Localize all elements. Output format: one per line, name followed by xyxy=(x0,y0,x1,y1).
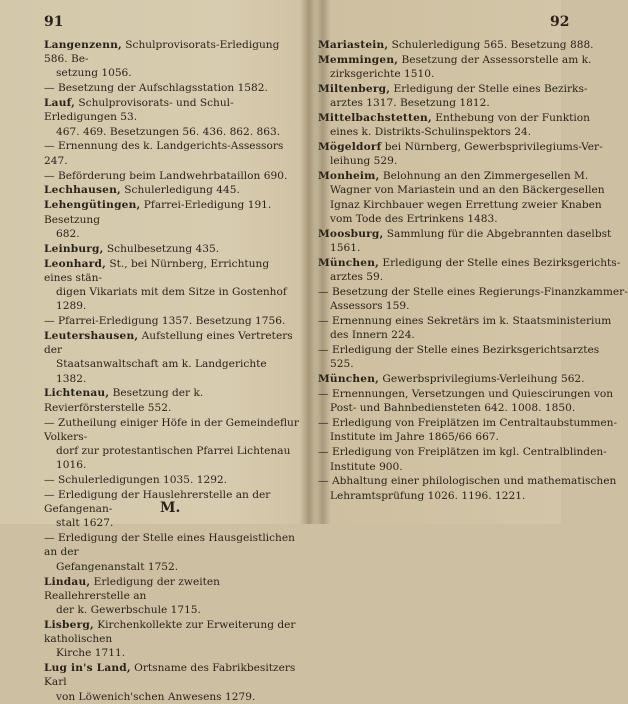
entry-text: Erledigung der Stelle eines Bezirksgerichts- xyxy=(379,256,621,269)
entry-text: von Löwenich'schen Anwesens 1279. xyxy=(56,690,256,703)
entry-line xyxy=(318,154,578,168)
entry-line xyxy=(318,328,578,342)
entry-headword: Lindau, xyxy=(44,575,91,588)
entry-text: Staatsanwaltschaft am k. Landgerichte 1382. xyxy=(56,358,267,385)
entry-headword: Mögeldorf xyxy=(318,141,382,154)
entry-line xyxy=(318,111,590,125)
left-page-column xyxy=(44,38,300,704)
index-entry xyxy=(44,81,300,95)
entry-text: vom Tode des Ertrinkens 1483. xyxy=(330,212,498,225)
entry-line xyxy=(318,256,621,270)
entry-text: — Pfarrei-Erledigung 1357. Besetzung 1756. xyxy=(44,315,286,328)
entry-text: dorf zur protestantischen Pfarrei Lichtenau 1016. xyxy=(56,444,291,472)
entry-line xyxy=(318,401,578,415)
index-entry xyxy=(318,343,600,371)
index-entry xyxy=(44,661,300,704)
entry-text: Institute im Jahre 1865/66 667. xyxy=(330,431,499,444)
entry-line xyxy=(318,343,600,357)
entry-line xyxy=(318,270,578,284)
entry-text: Enthebung von der Funktion xyxy=(431,112,590,125)
entry-text: Schulprovisorats- und Schul-Erledigungen 53. xyxy=(44,97,234,124)
index-entry xyxy=(318,169,605,226)
entry-headword: Memmingen, xyxy=(318,53,399,66)
entry-line xyxy=(44,242,300,256)
entry-text: Erledigung der zweiten Reallehrerstelle an xyxy=(44,575,220,602)
entry-line xyxy=(318,314,612,328)
index-entry xyxy=(44,257,300,314)
entry-line xyxy=(318,212,578,226)
entry-line xyxy=(44,603,300,617)
entry-line xyxy=(44,416,300,444)
entry-line xyxy=(44,227,300,241)
index-entry xyxy=(44,242,300,256)
index-entry xyxy=(318,140,603,168)
entry-line xyxy=(318,140,603,154)
entry-line xyxy=(318,416,618,430)
entry-line xyxy=(44,139,300,167)
entry-text: Belohnung an den Zimmergesellen M. xyxy=(379,170,589,183)
entry-line xyxy=(44,198,300,226)
entry-line xyxy=(318,169,589,183)
index-entry xyxy=(318,474,617,502)
entry-line xyxy=(44,314,300,328)
entry-line xyxy=(318,460,578,474)
entry-text: Institute 900. xyxy=(330,460,403,473)
entry-text: 525. xyxy=(330,358,354,371)
entry-line xyxy=(318,96,578,110)
entry-headword: Miltenberg, xyxy=(318,82,391,95)
entry-headword: Lug in's Land, xyxy=(44,662,131,675)
entry-line xyxy=(44,183,300,197)
entry-text: zirksgerichte 1510. xyxy=(330,68,435,81)
entry-line xyxy=(318,285,628,299)
entry-line xyxy=(318,241,578,255)
entry-headword: Moosburg, xyxy=(318,227,384,240)
entry-line xyxy=(44,531,300,559)
index-entry xyxy=(318,227,612,255)
entry-headword: München, xyxy=(318,256,380,269)
entry-text: Lehramtsprüfung 1026. 1196. 1221. xyxy=(330,489,526,502)
entry-text: Besetzung der Assessorstelle am k. xyxy=(398,53,592,66)
index-entry xyxy=(318,314,612,342)
index-entry xyxy=(44,314,300,328)
entry-headword: Monheim, xyxy=(318,170,380,183)
entry-text: Aufstellung eines Vertreters der xyxy=(44,329,293,357)
entry-text: — Besetzung der Stelle eines Regierungs-Finanzkammer- xyxy=(318,285,628,298)
entry-line xyxy=(44,690,300,704)
entry-text: digen Vikariats mit dem Sitze in Gostenhof 1289. xyxy=(56,285,287,313)
entry-text: Ignaz Kirchbauer wegen Errettung zweier Knaben xyxy=(330,198,602,211)
entry-text: — Abhaltung einer philologischen und mathematischen xyxy=(318,475,617,488)
entry-text: Sammlung für die Abgebrannten daselbst xyxy=(383,227,612,240)
entry-headword: Lehengütingen, xyxy=(44,199,141,212)
entry-text: bei Nürnberg, Gewerbsprivilegiums-Ver- xyxy=(381,141,603,154)
entry-line xyxy=(318,227,612,241)
entry-text: — Erledigung von Freiplätzen im Centraltaubstummen- xyxy=(318,417,618,430)
entry-text: — Ernennungen, Versetzungen und Quiescirungen von xyxy=(318,388,614,401)
right-page-column xyxy=(318,38,628,504)
entry-text: Assessors 159. xyxy=(330,300,410,313)
entry-line xyxy=(318,67,578,81)
left-page-number: 91 xyxy=(44,14,64,30)
entry-line xyxy=(318,474,617,488)
entry-line xyxy=(44,125,300,139)
index-entry xyxy=(44,38,300,81)
entry-line xyxy=(318,82,588,96)
entry-headword: Lichtenau, xyxy=(44,387,110,400)
index-entry xyxy=(44,575,300,618)
entry-text: Schulerledigung 445. xyxy=(120,184,240,197)
entry-text: arztes 1317. Besetzung 1812. xyxy=(330,97,490,110)
index-entry xyxy=(44,386,300,414)
entry-text: arztes 59. xyxy=(330,271,384,284)
entry-line xyxy=(318,299,578,313)
entry-line xyxy=(44,81,300,95)
entry-line xyxy=(44,257,300,285)
entry-text: — Schulerledigungen 1035. 1292. xyxy=(44,474,228,487)
index-entry xyxy=(44,618,300,661)
entry-line xyxy=(44,96,300,124)
entry-text: — Erledigung der Stelle eines Hausgeistlichen an der xyxy=(44,532,295,559)
entry-line xyxy=(318,357,578,371)
entry-line xyxy=(318,372,585,386)
entry-line xyxy=(318,198,602,212)
entry-line xyxy=(44,66,300,80)
entry-line xyxy=(318,183,605,197)
index-entry xyxy=(318,372,585,386)
entry-text: — Zutheilung einiger Höfe in der Gemeindeflur Volkers- xyxy=(44,416,299,443)
entry-text: Schulprovisorats-Erledigung 586. Be- xyxy=(44,39,280,66)
index-entry xyxy=(44,198,300,241)
entry-text: Besetzung der k. Revierförsterstelle 552. xyxy=(44,387,204,414)
index-entry xyxy=(318,111,590,139)
entry-line xyxy=(44,575,300,603)
entry-text: Ortsname des Fabrikbesitzers Karl xyxy=(44,662,296,689)
section-letter-heading: M. xyxy=(160,500,181,516)
index-entry xyxy=(44,169,300,183)
entry-line xyxy=(44,646,300,660)
entry-headword: Lechhausen, xyxy=(44,184,121,197)
entry-text: Pfarrei-Erledigung 191. Besetzung xyxy=(44,199,272,226)
entry-text: setzung 1056. xyxy=(56,67,132,80)
entry-text: eines k. Distrikts-Schulinspektors 24. xyxy=(330,126,532,139)
entry-line xyxy=(318,430,578,444)
entry-text: — Erledigung der Stelle eines Bezirksgerichtsarztes xyxy=(318,344,600,357)
entry-text: — Ernennung eines Sekretärs im k. Staatsministerium xyxy=(318,315,612,328)
entry-headword: Leonhard, xyxy=(44,257,107,270)
entry-text: leihung 529. xyxy=(330,155,398,168)
entry-text: 467. 469. Besetzungen 56. 436. 862. 863. xyxy=(56,125,281,138)
index-entry xyxy=(44,139,300,167)
entry-line xyxy=(44,560,300,574)
entry-text: Schulbesetzung 435. xyxy=(103,242,220,255)
entry-line xyxy=(44,329,300,357)
entry-line xyxy=(318,38,594,52)
entry-line xyxy=(318,445,607,459)
entry-line xyxy=(44,618,300,646)
entry-text: 682. xyxy=(56,227,80,240)
entry-line xyxy=(44,473,300,487)
entry-line xyxy=(44,386,300,414)
right-page-number: 92 xyxy=(550,14,570,30)
index-entry xyxy=(44,473,300,487)
entry-text: — Ernennung des k. Landgerichts-Assessors 247. xyxy=(44,140,284,167)
entry-text: 1561. xyxy=(330,241,361,254)
index-entry xyxy=(44,183,300,197)
index-entry xyxy=(318,53,592,81)
entry-text: Erledigung der Stelle eines Bezirks- xyxy=(390,82,588,95)
entry-line xyxy=(44,38,300,66)
entry-line xyxy=(318,387,614,401)
entry-text: — Erledigung der Hauslehrerstelle an der Gefangenan- xyxy=(44,488,271,516)
entry-text: Wagner von Mariastein und an den Bäckergesellen xyxy=(330,184,605,197)
index-entry xyxy=(318,285,628,313)
entry-line xyxy=(318,125,578,139)
entry-text: Gefangenanstalt 1752. xyxy=(56,560,179,573)
index-entry xyxy=(318,387,614,415)
index-entry xyxy=(318,82,588,110)
index-entry xyxy=(44,96,300,139)
index-entry xyxy=(44,416,300,473)
entry-line xyxy=(318,53,592,67)
entry-text: Kirche 1711. xyxy=(56,647,126,660)
entry-text: Schulerledigung 565. Besetzung 888. xyxy=(388,39,594,51)
index-entry xyxy=(44,329,300,386)
entry-line xyxy=(44,516,300,530)
entry-text: Kirchenkollekte zur Erweiterung der katholischen xyxy=(44,618,296,646)
index-entry xyxy=(318,445,607,473)
entry-line xyxy=(44,444,300,472)
entry-line xyxy=(318,489,578,503)
entry-line xyxy=(44,169,300,183)
entry-text: der k. Gewerbschule 1715. xyxy=(56,603,201,616)
index-entry xyxy=(318,38,594,52)
entry-headword: Lisberg, xyxy=(44,618,94,631)
entry-text: Gewerbsprivilegiums-Verleihung 562. xyxy=(379,373,585,386)
entry-headword: Langenzenn, xyxy=(44,39,122,51)
entry-headword: München, xyxy=(318,373,380,386)
entry-line xyxy=(44,285,300,313)
entry-headword: Mariastein, xyxy=(318,39,389,51)
entry-line xyxy=(44,661,300,689)
entry-headword: Mittelbachstetten, xyxy=(318,112,432,125)
index-entry xyxy=(318,416,618,444)
index-entry xyxy=(318,256,621,284)
entry-headword: Leinburg, xyxy=(44,242,104,255)
entry-headword: Lauf, xyxy=(44,97,76,110)
entry-text: — Erledigung von Freiplätzen im kgl. Centralblinden- xyxy=(318,446,607,459)
index-entry xyxy=(44,531,300,574)
entry-text: — Besetzung der Aufschlagsstation 1582. xyxy=(44,82,268,95)
entry-text: — Beförderung beim Landwehrbataillon 690. xyxy=(44,169,288,182)
entry-line xyxy=(44,357,300,385)
entry-text: des Innern 224. xyxy=(330,329,415,342)
entry-text: St., bei Nürnberg, Errichtung eines stän- xyxy=(44,257,270,284)
entry-headword: Leutershausen, xyxy=(44,329,139,342)
entry-text: stalt 1627. xyxy=(56,517,114,530)
entry-text: Post- und Bahnbediensteten 642. 1008. 1850. xyxy=(330,402,576,415)
book-gutter xyxy=(300,0,318,524)
